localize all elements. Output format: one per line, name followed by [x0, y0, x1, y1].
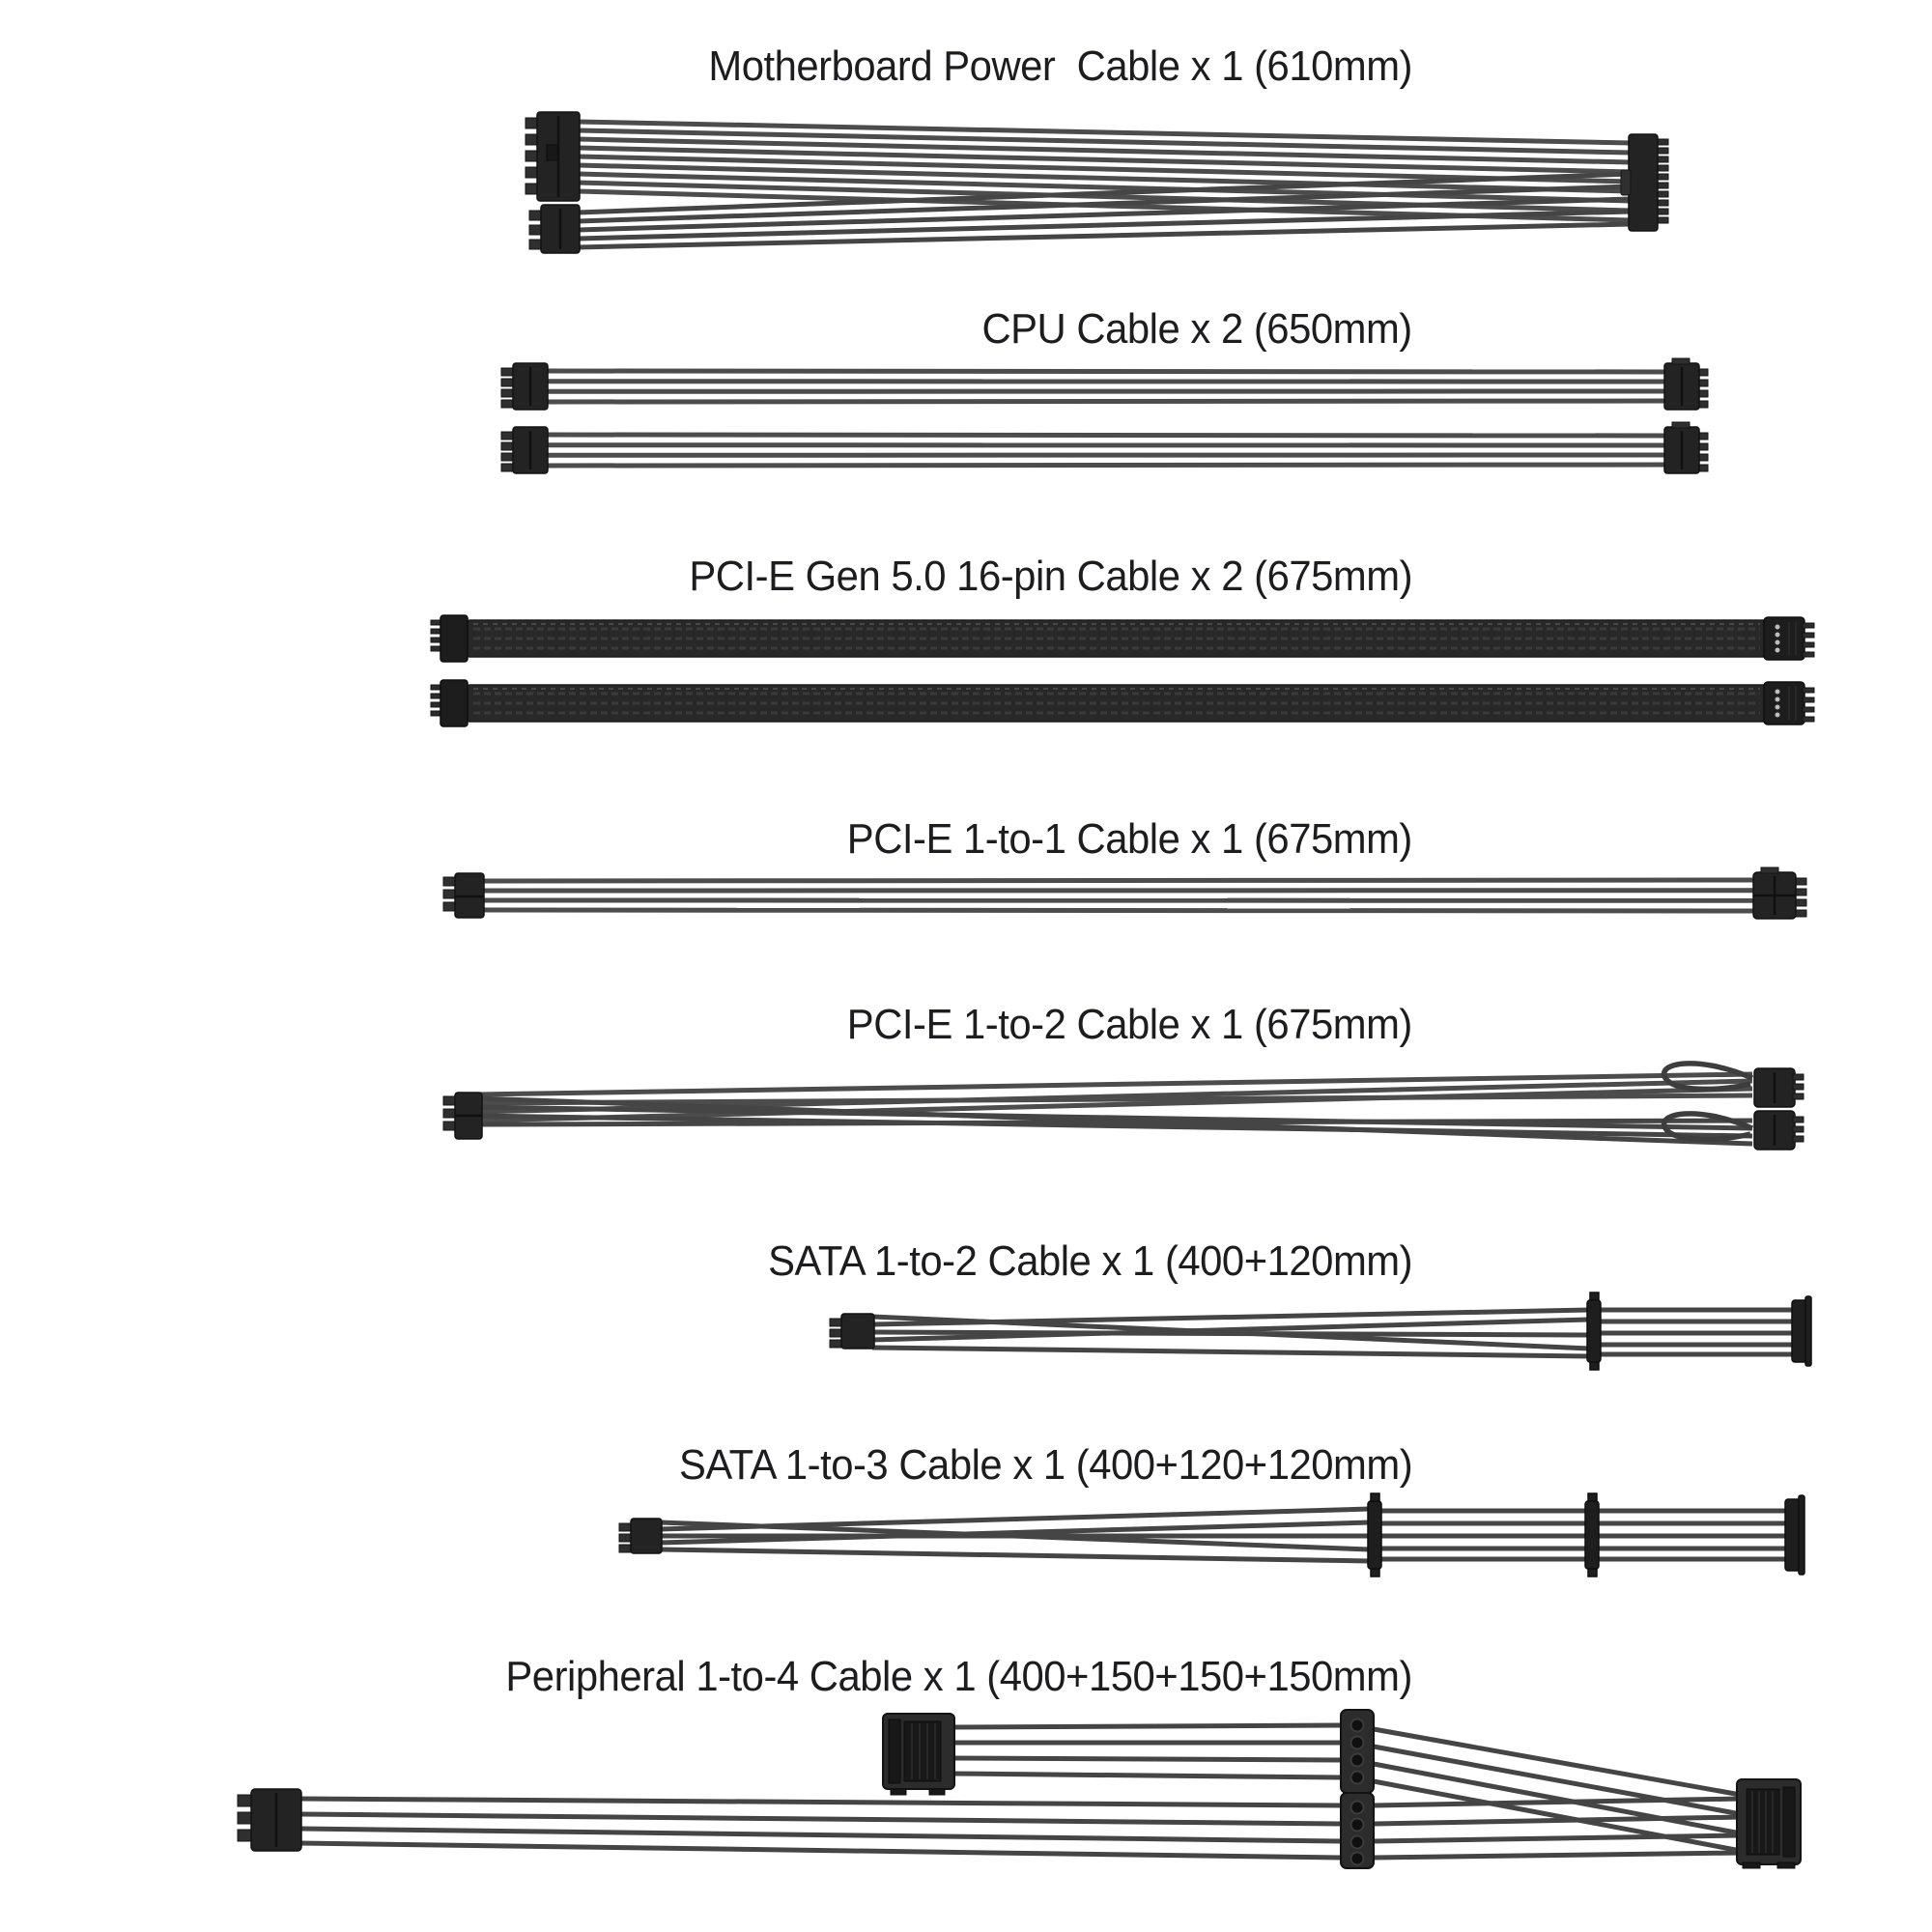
molex-connector-back-top	[883, 1714, 954, 1795]
pcie-8pin-connector	[1753, 867, 1806, 919]
sata-plug-end	[1785, 1495, 1804, 1575]
sata-psu-connector	[830, 1314, 874, 1349]
pcie-1to2-cable-illustration	[443, 1064, 1804, 1150]
sata-1to2-cable-illustration	[830, 1293, 1811, 1370]
gen5-12vhpwr-connector	[1764, 682, 1814, 724]
cpu-cable-1-illustration	[501, 358, 1708, 410]
motherboard-cable-illustration	[526, 112, 1668, 253]
cpu-psu-connector	[501, 427, 548, 473]
pcie-psu-connector	[443, 1093, 482, 1139]
cpu-8pin-connector	[1664, 422, 1708, 473]
sata-plug-end	[1792, 1296, 1811, 1366]
gen5-12vhpwr-connector	[1764, 617, 1814, 660]
pcie-psu-connector	[443, 873, 484, 918]
molex-connector-back-end	[1737, 1779, 1801, 1868]
sata-1to3-cable-illustration	[619, 1493, 1804, 1577]
gen5-psu-connector	[431, 615, 468, 662]
cable-label-pcie-gen5: PCI-E Gen 5.0 16-pin Cable x 2 (675mm)	[689, 553, 1412, 600]
mb-10pin-connector	[529, 205, 580, 253]
pcie-8pin-connector-upper	[1754, 1068, 1804, 1107]
pcie-gen5-cable-2-illustration	[431, 680, 1814, 726]
gen5-psu-connector	[431, 680, 468, 726]
cable-label-peripheral-1to4: Peripheral 1-to-4 Cable x 1 (400+150+150+150mm)	[505, 1653, 1412, 1700]
cable-label-motherboard-power: Motherboard Power Cable x 1 (610mm)	[708, 43, 1412, 90]
sata-plug-2	[1585, 1493, 1599, 1577]
sata-psu-connector	[619, 1519, 662, 1553]
sata-plug-mid	[1587, 1293, 1601, 1370]
cable-label-pcie-1to2: PCI-E 1-to-2 Cable x 1 (675mm)	[846, 1001, 1412, 1048]
molex-connector-passthrough-bottom	[1341, 1793, 1374, 1868]
peripheral-1to4-cable-illustration	[238, 1710, 1801, 1868]
mb-18pin-connector	[526, 112, 580, 201]
cable-label-cpu: CPU Cable x 2 (650mm)	[981, 305, 1412, 353]
cable-label-sata-1to3: SATA 1-to-3 Cable x 1 (400+120+120mm)	[678, 1441, 1412, 1489]
sata-plug-1	[1368, 1493, 1381, 1577]
pcie-8pin-connector-lower	[1754, 1111, 1804, 1150]
mb-24pin-connector	[1621, 134, 1668, 231]
peripheral-psu-connector	[238, 1789, 301, 1851]
pcie-1to1-cable-illustration	[443, 867, 1806, 919]
cpu-8pin-connector	[1664, 358, 1708, 410]
cable-label-sata-1to2: SATA 1-to-2 Cable x 1 (400+120mm)	[768, 1237, 1412, 1285]
cpu-psu-connector	[501, 363, 548, 410]
pcie-gen5-cable-1-illustration	[431, 615, 1814, 662]
cpu-cable-2-illustration	[501, 422, 1708, 473]
cable-label-pcie-1to1: PCI-E 1-to-1 Cable x 1 (675mm)	[846, 815, 1412, 863]
molex-connector-passthrough-top	[1341, 1710, 1374, 1793]
